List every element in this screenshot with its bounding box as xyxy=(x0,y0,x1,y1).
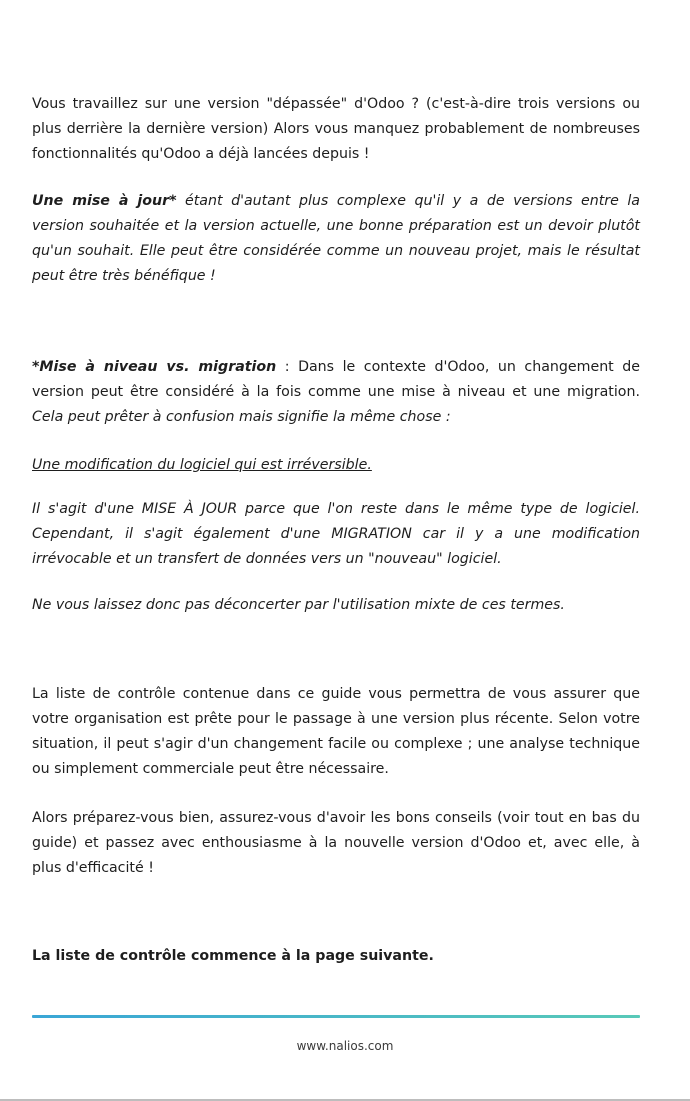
update-text: étant d'autant plus complexe qu'il y a de versions entre la version souhaitée et la version actuelle, une bonne préparation est un devoir plutôt qu'un souhait. Elle peut être considérée comme un nouveau projet, mais le résultat peut être très bénéfique ! xyxy=(32,193,640,284)
update-paragraph xyxy=(32,189,640,289)
next-page-text: La liste de contrôle commence à la page suivante. xyxy=(32,948,434,964)
intro-text: Vous travaillez sur une version "dépassée" d'Odoo ? (c'est-à-dire trois versions ou plus derrière la dernière version) Alors vous manquez probablement de nombreuses fonctionnalités qu'Odoo a déjà lancées depuis ! xyxy=(32,96,640,162)
reassurance-text: Ne vous laissez donc pas déconcerter par l'utilisation mixte de ces termes. xyxy=(32,597,565,613)
checklist-intro-paragraph xyxy=(32,682,640,782)
advice-paragraph xyxy=(32,806,640,881)
footer-url[interactable]: www.nalios.com xyxy=(296,1039,394,1053)
intro-paragraph xyxy=(32,92,640,167)
update-term: Une mise à jour* xyxy=(32,193,177,209)
definition-summary-text: Une modification du logiciel qui est irréversible. xyxy=(32,457,372,473)
definition-text: : Dans le contexte d'Odoo, un changement de version peut être considéré à la fois comme une mise à niveau et une migration. xyxy=(32,359,640,400)
next-page-note xyxy=(32,944,640,969)
checklist-intro-text: La liste de contrôle contenue dans ce guide vous permettra de vous assurer que votre organisation est prête pour le passage à une version plus récente. Selon votre situation, il peut s'agir d'un changement facile ou complexe ; une analyse technique ou simplement commerciale peut être nécessaire. xyxy=(32,686,640,777)
definition-text-italic: Cela peut prêter à confusion mais signifie la même chose : xyxy=(32,409,451,425)
explanation-paragraph xyxy=(32,497,640,572)
definition-paragraph xyxy=(32,355,640,430)
advice-text: Alors préparez-vous bien, assurez-vous d'avoir les bons conseils (voir tout en bas du guide) et passez avec enthousiasme à la nouvelle version d'Odoo et, avec elle, à plus d'efficacité ! xyxy=(32,810,640,876)
reassurance-paragraph xyxy=(32,593,640,618)
explanation-text: Il s'agit d'une MISE À JOUR parce que l'on reste dans le même type de logiciel. Cependant, il s'agit également d'une MIGRATION car il y a une modification irrévocable et un transfert de données vers un "nouveau" logiciel. xyxy=(32,501,640,567)
footer-divider xyxy=(32,1015,640,1018)
definition-summary xyxy=(32,453,640,478)
definition-term: *Mise à niveau vs. migration xyxy=(32,359,277,375)
